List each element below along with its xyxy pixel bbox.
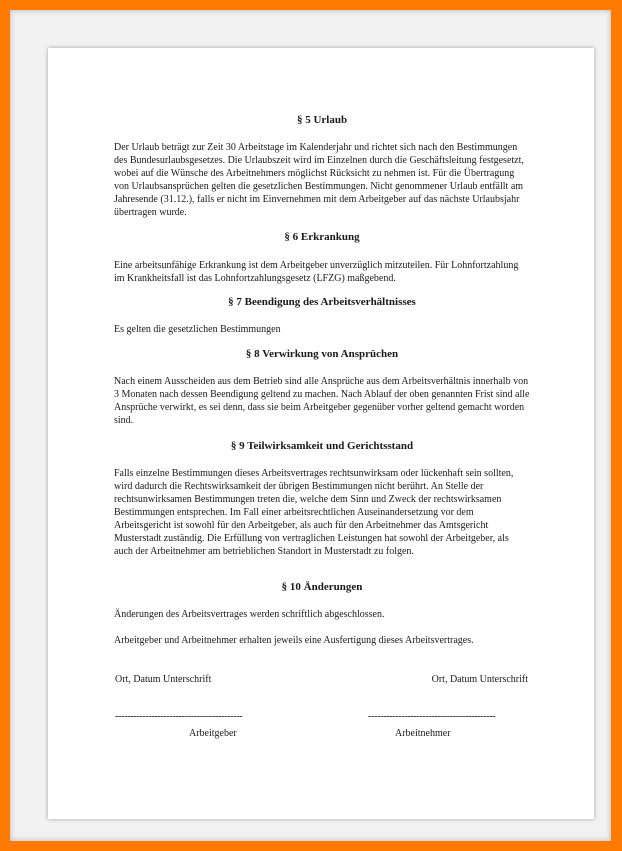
signature-place-date-right: Ort, Datum Unterschrift — [431, 674, 528, 685]
section-paragraph-10b: Arbeitgeber und Arbeitnehmer erhalten jeweils eine Ausfertigung dieses Arbeitsvertrages. — [114, 635, 474, 646]
section-paragraph-9: Falls einzelne Bestimmungen dieses Arbeitsvertrages rechtsunwirksam oder lückenhaft sein sollten, wird dadurch die Rechtswirksamkeit der übrigen Bestimmungen nicht berührt. An Stelle der rechtsunwirksamen Bestimmungen treten die, welche dem Sinn und Zweck der rechtswirksamen Bestimmungen entsprechen. Im Fall einer arbeitsrechtlichen Auseinandersetzung vor dem Arbeitsgericht ist sowohl für den Arbeitgeber, als auch für den Arbeitnehmer das Amtsgericht Musterstadt zuständig. Die Erfüllung von vertraglichen Leistungen hat sowohl der Arbeitgeber, als auch der Arbeitnehmer am betrieblichen Standort in Musterstadt zu folgen. — [114, 468, 514, 557]
section-paragraph-10: Änderungen des Arbeitsvertrages werden schriftlich abgeschlossen. — [114, 609, 385, 620]
signature-line-right: ------------------------------------------ — [368, 711, 496, 722]
section-title-10: § 10 Änderungen — [281, 581, 363, 593]
section-title-5: § 5 Urlaub — [296, 114, 348, 126]
document-page — [48, 48, 594, 819]
signature-role-employee: Arbeitnehmer — [395, 728, 451, 739]
signature-role-employer: Arbeitgeber — [189, 728, 237, 739]
section-title-8: § 8 Verwirkung von Ansprüchen — [245, 348, 399, 360]
signature-place-date-left: Ort, Datum Unterschrift — [115, 674, 212, 685]
section-paragraph-5: Der Urlaub beträgt zur Zeit 30 Arbeitstage im Kalenderjahr und richtet sich nach den Bestimmungen des Bundesurlaubsgesetzes. Die Urlaubszeit wird im Einzelnen durch die Geschäftsleitung festgesetzt, wobei auf die Wünsche des Arbeitnehmers möglichst Rücksicht zu nehmen ist. Für die Übertragung von Urlaubsansprüchen gelten die gesetzlichen Bestimmungen. Nicht genommener Urlaub entfällt am Jahresende (31.12.), falls er nicht im Einvernehmen mit dem Arbeitgeber auf das nächste Urlaubsjahr übertragen wurde. — [114, 142, 524, 218]
document-frame — [10, 10, 611, 841]
section-title-9: § 9 Teilwirksamkeit und Gerichtsstand — [230, 440, 414, 452]
section-paragraph-8: Nach einem Ausscheiden aus dem Betrieb sind alle Ansprüche aus dem Arbeitsverhältnis innerhalb von 3 Monaten nach dessen Beendigung geltend zu machen. Nach Ablauf der oben genannten Frist sind alle Ansprüche verwirkt, es sei denn, dass sie beim Arbeitgeber gegenüber vorher geltend gemacht worden sind. — [114, 376, 530, 426]
signature-line-left: ------------------------------------------ — [115, 711, 243, 722]
section-title-7: § 7 Beendigung des Arbeitsverhältnisses — [228, 296, 416, 308]
section-title-6: § 6 Erkrankung — [284, 231, 360, 243]
section-paragraph-7: Es gelten die gesetzlichen Bestimmungen — [114, 324, 281, 335]
section-paragraph-6: Eine arbeitsunfähige Erkrankung ist dem Arbeitgeber unverzüglich mitzuteilen. Für Lohnfortzahlung im Krankheitsfall ist das Lohnfortzahlungsgesetz (LFZG) maßgebend. — [114, 260, 519, 284]
